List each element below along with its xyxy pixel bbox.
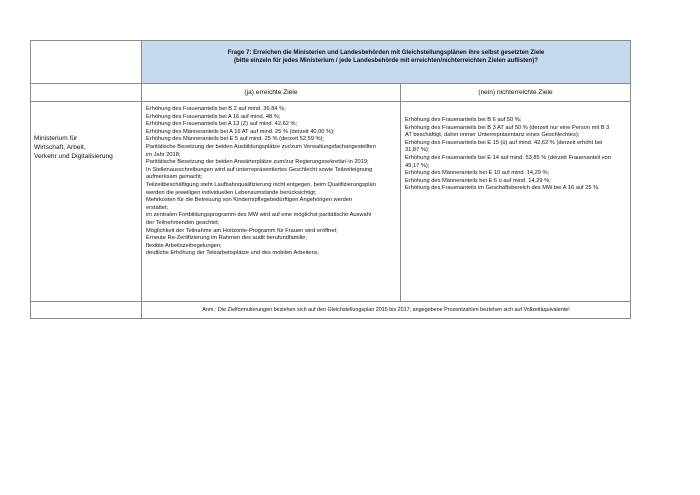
achieved-goal-line: Erhöhung des Frauenanteils bei A 16 auf mind. 48 %; xyxy=(146,113,281,120)
not-achieved-goal-line: Erhöhung des Männeranteils bei E 6 ü auf mind. 14,29 %; xyxy=(405,177,551,184)
footnote: Anm.: Die Zielformulierungen beziehen sich auf den Gleichstellungsplan 2015 bis 2017; angegebene Prozentzahlen beziehen sich auf Vollzeitäquivalente! xyxy=(142,302,631,319)
achieved-goal-line: Paritätische Besetzung der beiden Ausbildungsplätze zur/zum Verwaltungsfachangestellten xyxy=(146,143,376,150)
achieved-goal-line: im Jahr 2018; xyxy=(146,151,181,158)
achieved-goal-line: Möglichkeit der Teilnahme am Horizonte-Programm für Frauen wird eröffnet; xyxy=(146,227,338,234)
ministry-row xyxy=(31,102,631,302)
ministry-name-line: Verkehr und Digitalisierung xyxy=(34,153,113,160)
achieved-goals-list xyxy=(142,102,401,302)
achieved-goal-line: In Stellenausschreibungen wird auf unterrepräsentiertes Geschlecht sowie Teilzeiteignung xyxy=(146,166,373,173)
achieved-goal-line: Mehrkosten für die Betreuung von Kindern/pflegebedürftigen Angehörigen werden xyxy=(146,197,353,204)
question-title-line-2: (bitte einzeln für jedes Ministerium / jede Landesbehörde mit erreichten/nichterreichten Zielen auflisten)? xyxy=(233,57,539,65)
question-title-line-1: Frage 7: Erreichen die Ministerien und Landesbehörden mit Gleichstellungsplänen ihre selbst gesetzten Ziele xyxy=(227,49,545,56)
question-title xyxy=(142,41,631,84)
achieved-column-header: (ja) erreichte Ziele xyxy=(142,84,401,102)
not-achieved-goal-line: Erhöhung des Frauenanteils bei E 14 auf mind. 53,85 % (derzeit Frauenanteil von xyxy=(405,154,611,161)
achieved-goal-line: der Teilnehmenden geachtet; xyxy=(146,219,220,226)
achieved-goal-line: Erhöhung des Männeranteils bei E 5 auf mind. 25 % (derzeit 52,59 %); xyxy=(146,136,324,143)
title-row xyxy=(31,41,631,84)
column-header-blank-cell xyxy=(31,84,142,102)
not-achieved-goal-line: Erhöhung des Frauenanteils bei B 3 AT auf 50 % (derzeit nur eine Person mit B 3 xyxy=(405,124,610,131)
achieved-goal-line: werden die jeweiligen individuellen Lebensumstände berücksichtigt; xyxy=(146,189,317,196)
achieved-goal-line: deutliche Erhöhung der Telearbeitsplätze und des mobilen Arbeitens. xyxy=(146,250,320,257)
not-achieved-goals-list xyxy=(401,102,631,302)
document-page xyxy=(30,40,630,319)
achieved-goal-line: im zentralen Fortbildungsprogramm des MW wird auf eine möglichst paritätische Auswahl xyxy=(146,212,372,219)
achieved-goal-line: Erneute Re-Zertifizierung im Rahmen des audit berufundfamilie; xyxy=(146,235,307,242)
footnote-blank-cell xyxy=(31,302,142,319)
achieved-goal-line: Teilzeitbeschäftigung steht Laufbahnqualifizierung nicht entgegen, beim Qualifizierungsplan xyxy=(146,181,376,188)
ministry-name-line: Ministerium für xyxy=(34,135,78,142)
achieved-goal-line: aufmerksam gemacht; xyxy=(146,174,203,181)
not-achieved-goal-line: Erhöhung des Frauenanteils bei E 15 (ü) auf mind. 42,62 % (derzeit erhöht bei xyxy=(405,139,603,146)
footnote-row xyxy=(31,302,631,319)
achieved-goal-line: Erhöhung des Frauenanteils bei A 13 (Z) auf mind. 42,62 %; xyxy=(146,121,298,128)
not-achieved-goal-line: Erhöhung des Frauenanteils bei B 6 auf 50 %; xyxy=(405,117,522,123)
not-achieved-goal-line: AT beschäftigt, daher immer Unterrepräsentanz eines Geschlechtes); xyxy=(405,132,580,139)
not-achieved-goal-line: Erhöhung des Männeranteils bei E 10 auf mind. 14,29 %; xyxy=(405,170,550,177)
goals-table xyxy=(30,40,631,319)
achieved-goal-line: flexible Arbeitszeitregelungen; xyxy=(146,242,222,249)
ministry-name xyxy=(31,102,142,302)
achieved-goal-line: Paritätische Besetzung der beiden Anwärterplätze zum/zur Regierungssekretär/-in 2019; xyxy=(146,159,369,166)
not-achieved-goal-line: 49,17 %); xyxy=(405,162,430,169)
achieved-goal-line: erstattet; xyxy=(146,204,169,211)
header-blank-cell xyxy=(31,41,142,84)
ministry-name-line: Wirtschaft, Arbeit, xyxy=(34,144,86,151)
achieved-goal-line: Erhöhung des Frauenanteils bei B 2 auf mind. 36,84 %; xyxy=(146,106,286,112)
achieved-goal-line: Erhöhung des Männeranteils bei A 16 AT auf mind. 25 % (derzeit 40,00 %); xyxy=(146,128,335,135)
column-header-row xyxy=(31,84,631,102)
not-achieved-column-header: (nein) nichterreichte Ziele xyxy=(401,84,631,102)
not-achieved-goal-line: 31,87 %); xyxy=(405,147,430,154)
not-achieved-goal-line: Erhöhung des Frauenanteils im Geschäftsbereich des MW bei A 16 auf 25 %. xyxy=(405,185,600,192)
